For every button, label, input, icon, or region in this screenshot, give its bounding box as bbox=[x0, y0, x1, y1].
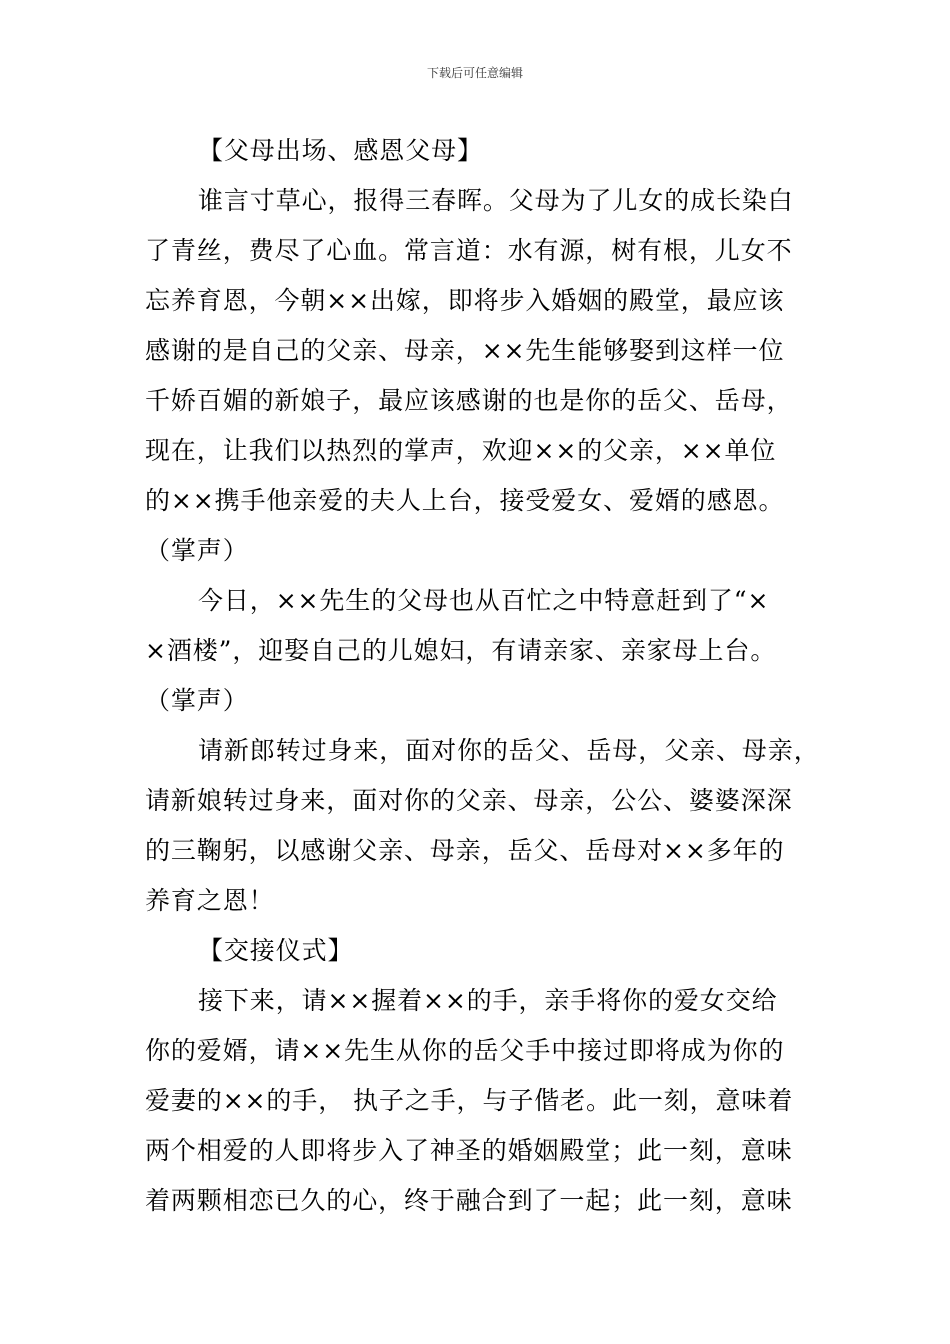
text-line: ×酒楼”，迎娶自己的儿媳妇，有请亲家、亲家母上台。 bbox=[145, 636, 777, 665]
text-line: 忘养育恩，今朝××出嫁，即将步入婚姻的殿堂，最应该 bbox=[145, 286, 785, 315]
page-header: 下载后可任意编辑 bbox=[426, 66, 523, 80]
text-line: 两个相爱的人即将步入了神圣的婚姻殿堂；此一刻，意味 bbox=[145, 1136, 793, 1165]
text-line: 感谢的是自己的父亲、母亲，××先生能够娶到这样一位 bbox=[145, 336, 785, 365]
text-line: 接下来，请××握着××的手，亲手将你的爱女交给 bbox=[198, 986, 778, 1015]
text-line: 现在，让我们以热烈的掌声，欢迎××的父亲，××单位 bbox=[145, 436, 777, 465]
text-line: 的三鞠躬，以感谢父亲、母亲，岳父、岳母对××多年的 bbox=[145, 836, 785, 865]
text-line: 你的爱婿，请××先生从你的岳父手中接过即将成为你的 bbox=[145, 1036, 785, 1065]
section-heading: 【交接仪式】 bbox=[198, 936, 354, 965]
text-line: 谁言寸草心，报得三春晖。父母为了儿女的成长染白 bbox=[198, 186, 794, 215]
text-line: 着两颗相恋已久的心，终于融合到了一起；此一刻，意味 bbox=[145, 1186, 793, 1215]
text-line: （掌声） bbox=[145, 686, 249, 715]
section-heading: 【父母出场、感恩父母】 bbox=[198, 136, 483, 165]
text-line: 请新郎转过身来，面对你的岳父、岳母，父亲、母亲， bbox=[198, 736, 820, 765]
text-line: 请新娘转过身来，面对你的父亲、母亲，公公、婆婆深深 bbox=[145, 786, 793, 815]
text-line: 爱妻的××的手， 执子之手，与子偕老。此一刻，意味着 bbox=[145, 1086, 794, 1115]
text-line: （掌声） bbox=[145, 536, 249, 565]
text-line: 了青丝，费尽了心血。常言道：水有源，树有根，儿女不 bbox=[145, 236, 793, 265]
text-line: 的××携手他亲爱的夫人上台，接受爱女、爱婿的感恩。 bbox=[145, 486, 785, 515]
text-line: 今日，××先生的父母也从百忙之中特意赶到了“× bbox=[198, 586, 770, 615]
text-line: 养育之恩！ bbox=[145, 886, 275, 915]
text-line: 千娇百媚的新娘子，最应该感谢的也是你的岳父、岳母， bbox=[145, 386, 793, 415]
